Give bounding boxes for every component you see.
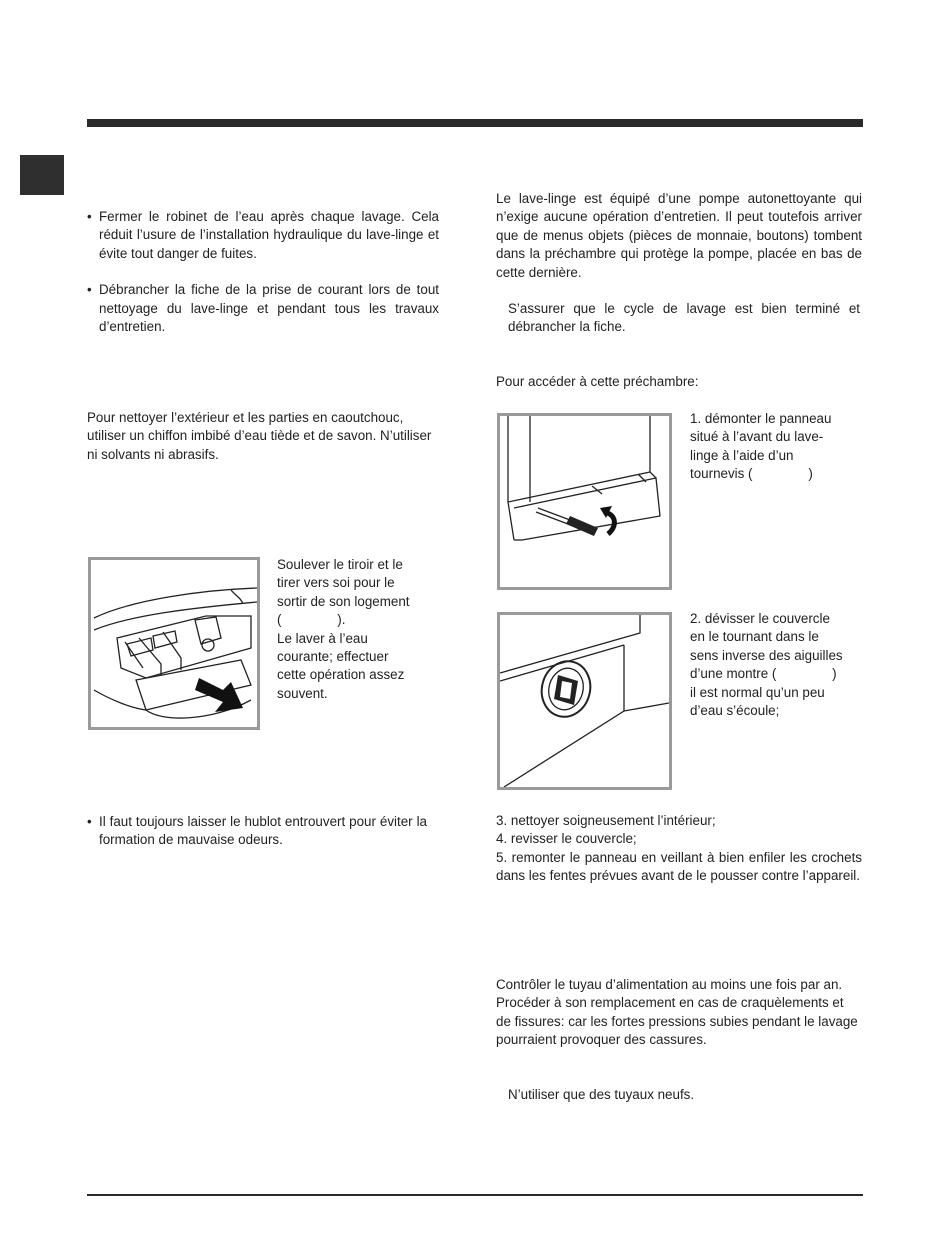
step1-line: 1. démonter le panneau <box>690 411 832 426</box>
cover-unscrew-drawing <box>500 615 669 787</box>
language-tab <box>20 155 64 195</box>
step1-line: situé à l’avant du lave- <box>690 429 824 445</box>
paren-open: d’une montre ( <box>690 666 777 682</box>
step1-line <box>690 465 862 483</box>
hose-check-text: Contrôler le tuyau d’alimentation au moins une fois par an. Procéder à son remplacement en cas de craquèlements et de fissures: car les fortes pressions subies pendant le lavage pourraient provoquer des cassures. <box>496 977 858 1048</box>
step1-line: linge à l’aide d’un <box>690 447 794 463</box>
panel-removal-drawing <box>500 416 669 587</box>
step5-text: 5. remonter le panneau en veillant à bien enfiler les crochets dans les fentes prévues avant de le pousser contre l’appareil. <box>496 849 862 884</box>
bullet-icon: • <box>87 209 92 224</box>
bullet-item-porthole <box>87 813 427 850</box>
bullet-icon: • <box>87 282 92 298</box>
paren-close: ). <box>337 612 346 628</box>
drawer-caption <box>277 556 449 703</box>
drawer-caption-line: tirer vers soi pour le <box>277 575 395 591</box>
paren-open: tournevis ( <box>690 466 753 482</box>
bullet-item-unplug <box>87 281 439 336</box>
pump-intro-text: Le lave-linge est équipé d’une pompe autonettoyante qui n’exige aucune opération d’entretien. Il peut toutefois arriver que de menus objets (pièces de monnaie, boutons) tombent dans la préchambre qui protège la pompe, placée en bas de cette dernière. <box>496 191 862 280</box>
step2-line: il est normal qu’un peu <box>690 684 825 700</box>
ensure-cycle-text: S’assurer que le cycle de lavage est bien terminé et débrancher la fiche. <box>508 301 860 335</box>
drawer-caption-line <box>277 611 449 629</box>
drawer-caption-line: sortir de son logement <box>277 593 410 609</box>
step2-line: en le tournant dans le <box>690 629 819 645</box>
drawer-illustration <box>88 557 260 730</box>
header-rule <box>87 119 863 127</box>
bullet-icon: • <box>87 814 92 829</box>
drawer-caption-line: souvent. <box>277 685 328 701</box>
figure-ref-blank <box>776 666 832 681</box>
drawer-drawing <box>91 560 257 727</box>
safety-bullet-list <box>87 208 439 336</box>
step4-text: 4. revisser le couvercle; <box>496 831 637 847</box>
exterior-cleaning-text: Pour nettoyer l’extérieur et les parties en caoutchouc, utiliser un chiffon imbibé d’eau tiède et de savon. N’utiliser ni solvants ni abrasifs. <box>87 410 432 462</box>
drawer-caption-line: Soulever le tiroir et le <box>277 557 403 572</box>
paren-open: ( <box>277 612 282 628</box>
step2-line: d’eau s’écoule; <box>690 703 780 719</box>
bullet-text: Débrancher la fiche de la prise de courant lors de tout nettoyage du lave-linge et pendant tous les travaux d’entretien. <box>99 282 439 335</box>
panel-removal-illustration <box>497 413 672 590</box>
footer-rule <box>87 1194 863 1196</box>
figure-ref-blank <box>753 466 809 481</box>
paren-close: ) <box>832 666 837 682</box>
bullet-text: Il faut toujours laisser le hublot entrouvert pour éviter la formation de mauvaise odeurs. <box>99 814 427 848</box>
step3-text: 3. nettoyer soigneusement l’intérieur; <box>496 813 716 828</box>
paren-close: ) <box>808 466 813 482</box>
new-hoses-text: N’utiliser que des tuyaux neufs. <box>508 1087 695 1102</box>
access-prechamber-text: Pour accéder à cette préchambre: <box>496 374 699 389</box>
drawer-caption-line: cette opération assez <box>277 667 405 683</box>
drawer-caption-line: courante; effectuer <box>277 649 389 665</box>
step2-line: sens inverse des aiguilles <box>690 647 843 663</box>
bullet-text: Fermer le robinet de l’eau après chaque lavage. Cela réduit l’usure de l’installation hydraulique du lave-linge et évite tout danger de fuites. <box>99 209 439 261</box>
bullet-item-close-tap <box>87 208 439 263</box>
figure-ref-blank <box>281 612 337 627</box>
step1-caption <box>690 410 862 484</box>
step2-line <box>690 665 866 683</box>
cover-unscrew-illustration <box>497 612 672 790</box>
step2-line: 2. dévisser le couvercle <box>690 611 830 626</box>
drawer-caption-line: Le laver à l’eau <box>277 630 368 646</box>
steps-3-to-5 <box>496 812 862 886</box>
step2-caption <box>690 610 866 720</box>
